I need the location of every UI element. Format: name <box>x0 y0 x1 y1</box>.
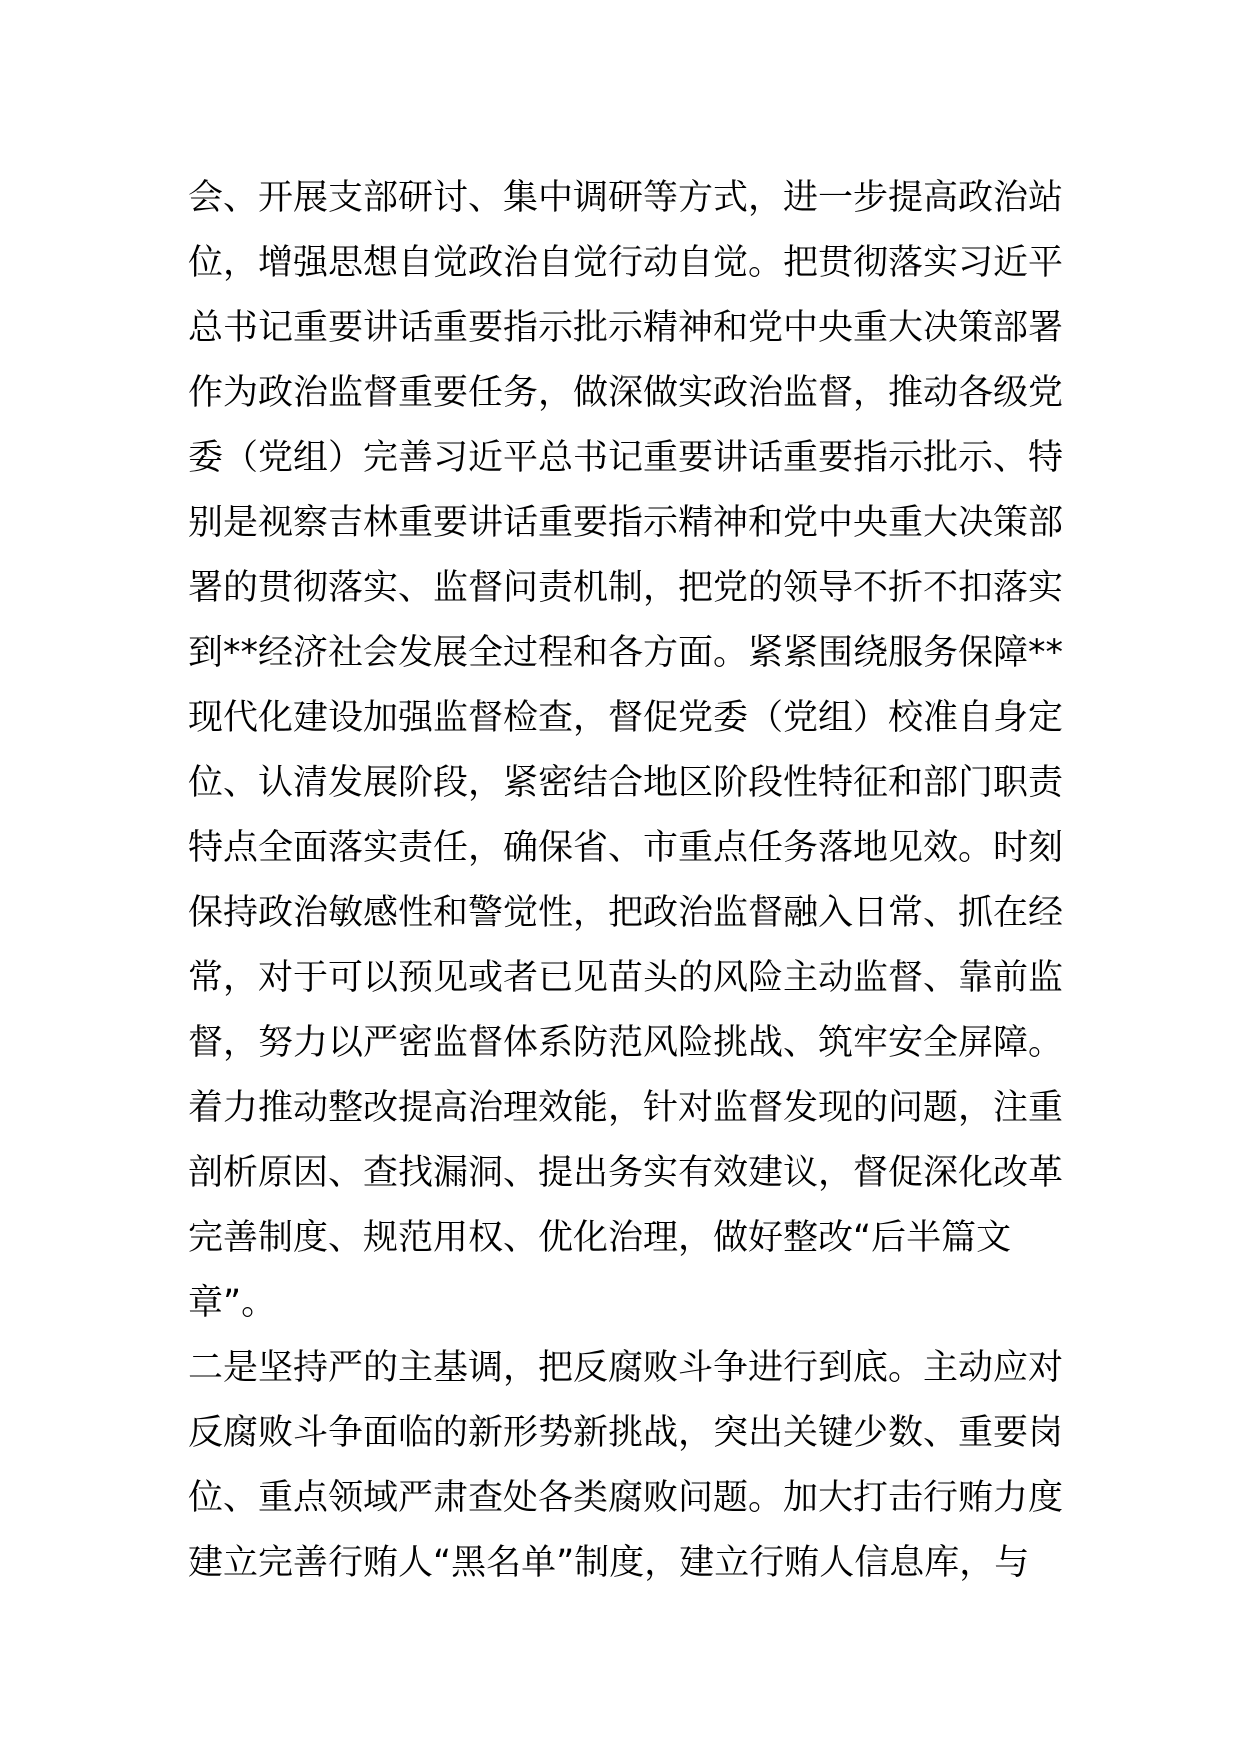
text-line: 作为政治监督重要任务，做深做实政治监督，推动各级党 <box>188 373 1064 413</box>
text-line: 位，增强思想自觉政治自觉行动自觉。把贯彻落实习近平 <box>188 243 1064 283</box>
text-line: 会、开展支部研讨、集中调研等方式，进一步提高政治站 <box>188 178 1064 218</box>
text-line: 建立完善行贿人“黑名单”制度，建立行贿人信息库，与 <box>188 1543 1030 1583</box>
text-line: 完善制度、规范用权、优化治理，做好整改“后半篇文 <box>188 1218 1012 1258</box>
text-line: 现代化建设加强监督检查，督促党委（党组）校准自身定 <box>188 698 1064 738</box>
text-line: 二是坚持严的主基调，把反腐败斗争进行到底。主动应对 <box>188 1348 1064 1388</box>
text-line: 常，对于可以预见或者已见苗头的风险主动监督、靠前监 <box>188 958 1064 998</box>
text-line: 反腐败斗争面临的新形势新挑战，突出关键少数、重要岗 <box>188 1413 1064 1453</box>
text-line: 位、重点领域严肃查处各类腐败问题。加大打击行贿力度 <box>188 1478 1064 1518</box>
text-line: 章”。 <box>188 1283 277 1323</box>
text-line: 别是视察吉林重要讲话重要指示精神和党中央重大决策部 <box>188 503 1064 543</box>
text-line: 剖析原因、查找漏洞、提出务实有效建议，督促深化改革 <box>188 1153 1064 1193</box>
text-line: 署的贯彻落实、监督问责机制，把党的领导不折不扣落实 <box>188 568 1064 608</box>
text-line: 到**经济社会发展全过程和各方面。紧紧围绕服务保障** <box>188 633 1064 673</box>
text-line: 位、认清发展阶段，紧密结合地区阶段性特征和部门职责 <box>188 763 1064 803</box>
text-line: 保持政治敏感性和警觉性，把政治监督融入日常、抓在经 <box>188 893 1064 933</box>
text-line: 总书记重要讲话重要指示批示精神和党中央重大决策部署 <box>188 308 1064 348</box>
body-text <box>188 166 1068 1596</box>
text-line: 委（党组）完善习近平总书记重要讲话重要指示批示、特 <box>188 438 1064 478</box>
text-line: 特点全面落实责任，确保省、市重点任务落地见效。时刻 <box>188 828 1064 868</box>
text-line: 着力推动整改提高治理效能，针对监督发现的问题，注重 <box>188 1088 1064 1128</box>
text-line: 督，努力以严密监督体系防范风险挑战、筑牢安全屏障。 <box>188 1023 1064 1063</box>
